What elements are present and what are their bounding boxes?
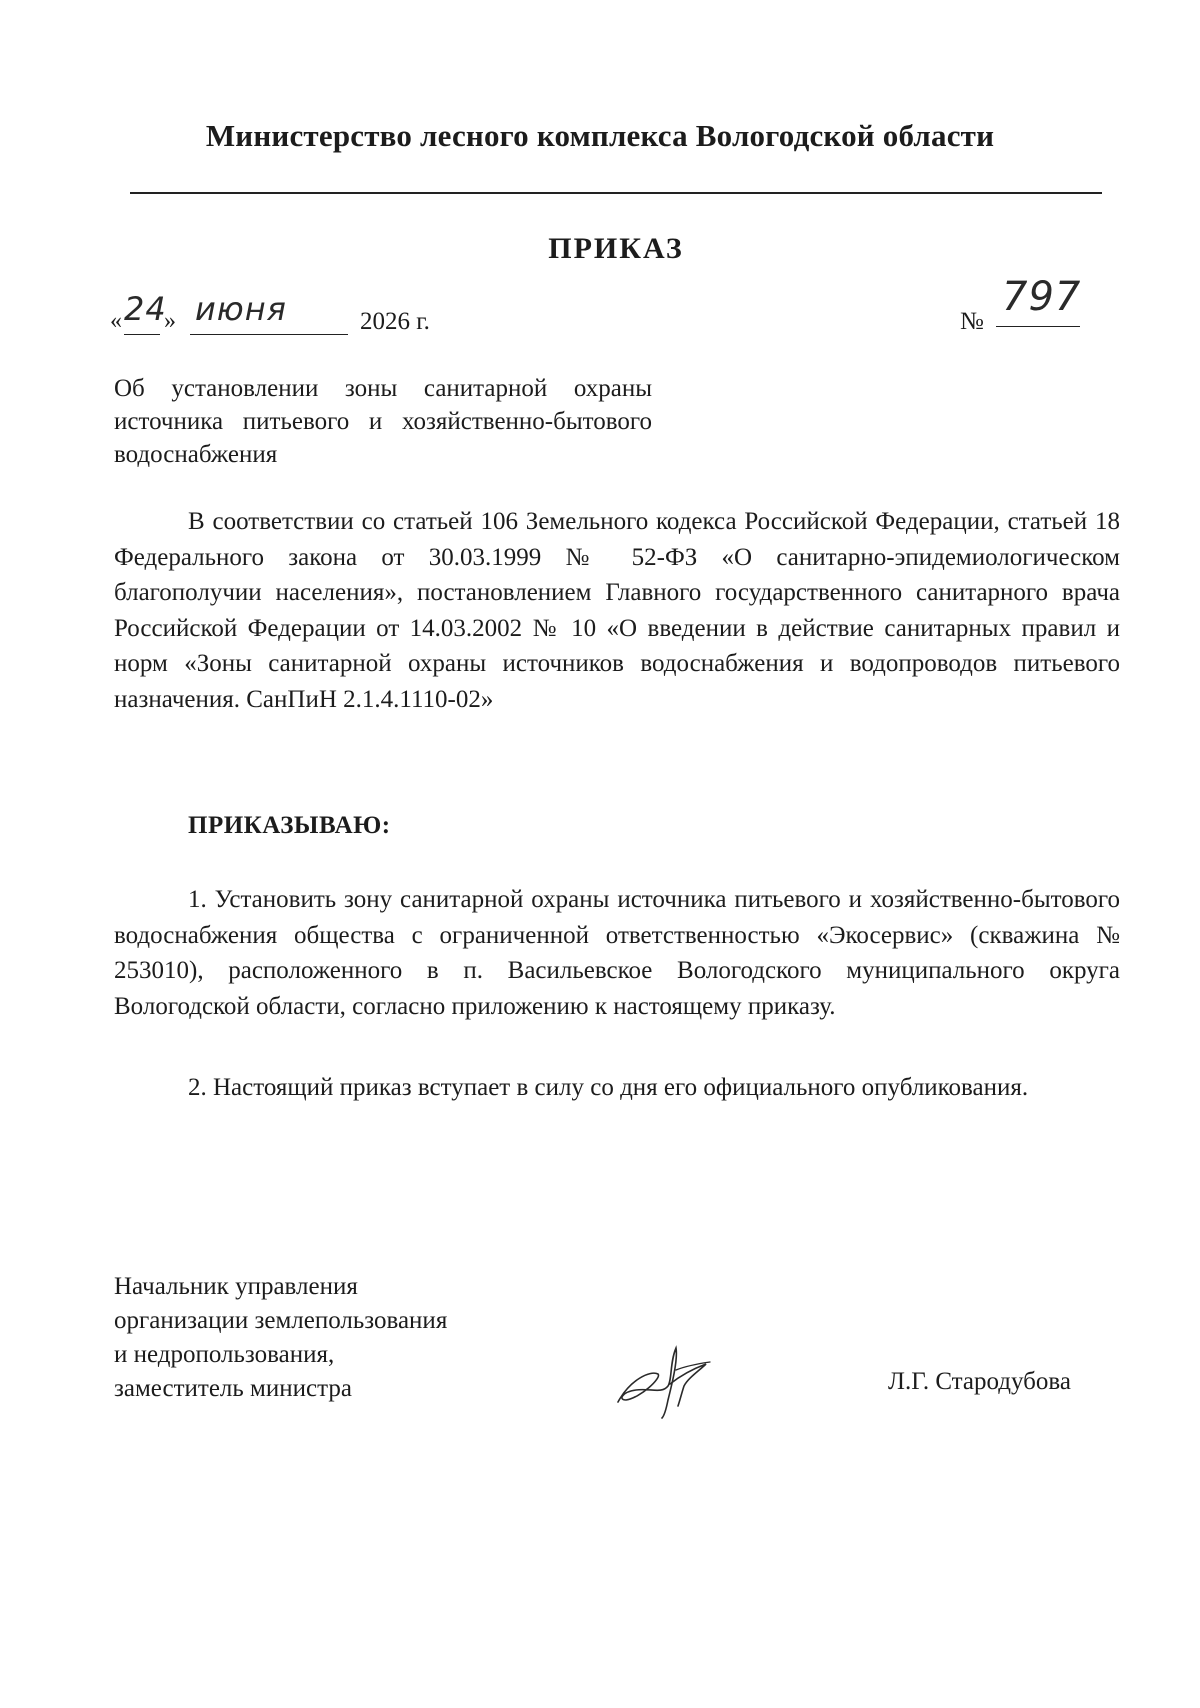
handwritten-signature <box>610 1340 720 1420</box>
date-close-quote: » <box>164 308 176 334</box>
date-month-handwritten: июня <box>195 290 287 328</box>
signer-position-line: организации землепользования <box>114 1307 448 1334</box>
date-open-quote: « <box>110 308 122 334</box>
signer-position-line: Начальник управления <box>114 1273 358 1300</box>
order-item-2: 2. Настоящий приказ вступает в силу со дня его официального опубликования. <box>188 1074 1029 1101</box>
order-item-1: 1. Установить зону санитарной охраны источника питьевого и хозяйственно-бытового водоснабжения общества с ограниченной ответственностью «Экосервис» (скважина № 253010), расположенного в п. Васильевское Вологодского муниципального округа Вологодской области, согласно приложению к настоящему приказу. <box>114 886 1120 1020</box>
date-day-handwritten: 24 <box>124 290 167 328</box>
signer-position-line: и недропользования, <box>114 1341 335 1368</box>
legal-basis-paragraph: В соответствии со статьей 106 Земельного кодекса Российской Федерации, статьей 18 Федерального закона от 30.03.1999 № 52-ФЗ «О санитарно-эпидемиологическом благополучии населения», постановлением Главного государственного санитарного врача Российской Федерации от 14.03.2002 № 10 «О введении в действие санитарных правил и норм «Зоны санитарной охраны источников водоснабжения и водопроводов питьевого назначения. СанПиН 2.1.4.1110-02» <box>114 508 1120 713</box>
signer-position-line: заместитель министра <box>114 1375 352 1402</box>
date-year: 2026 г. <box>360 308 430 335</box>
number-underline <box>996 326 1080 327</box>
order-date <box>110 290 530 340</box>
date-month-underline <box>190 334 348 335</box>
number-value-handwritten: 797 <box>1002 274 1082 320</box>
signer-position <box>114 1270 447 1406</box>
number-sign: № <box>960 308 984 335</box>
order-heading: ПРИКАЗЫВАЮ: <box>188 812 391 839</box>
date-day-underline <box>124 334 160 335</box>
document-title: ПРИКАЗ <box>548 232 684 265</box>
signer-name: Л.Г. Стародубова <box>888 1368 1071 1395</box>
ministry-name: Министерство лесного комплекса Вологодской области <box>205 118 995 153</box>
order-subject: Об установлении зоны санитарной охраны источника питьевого и хозяйственно-бытового водоснабжения <box>114 375 652 468</box>
header-divider <box>130 192 1102 194</box>
order-number <box>960 274 1120 334</box>
